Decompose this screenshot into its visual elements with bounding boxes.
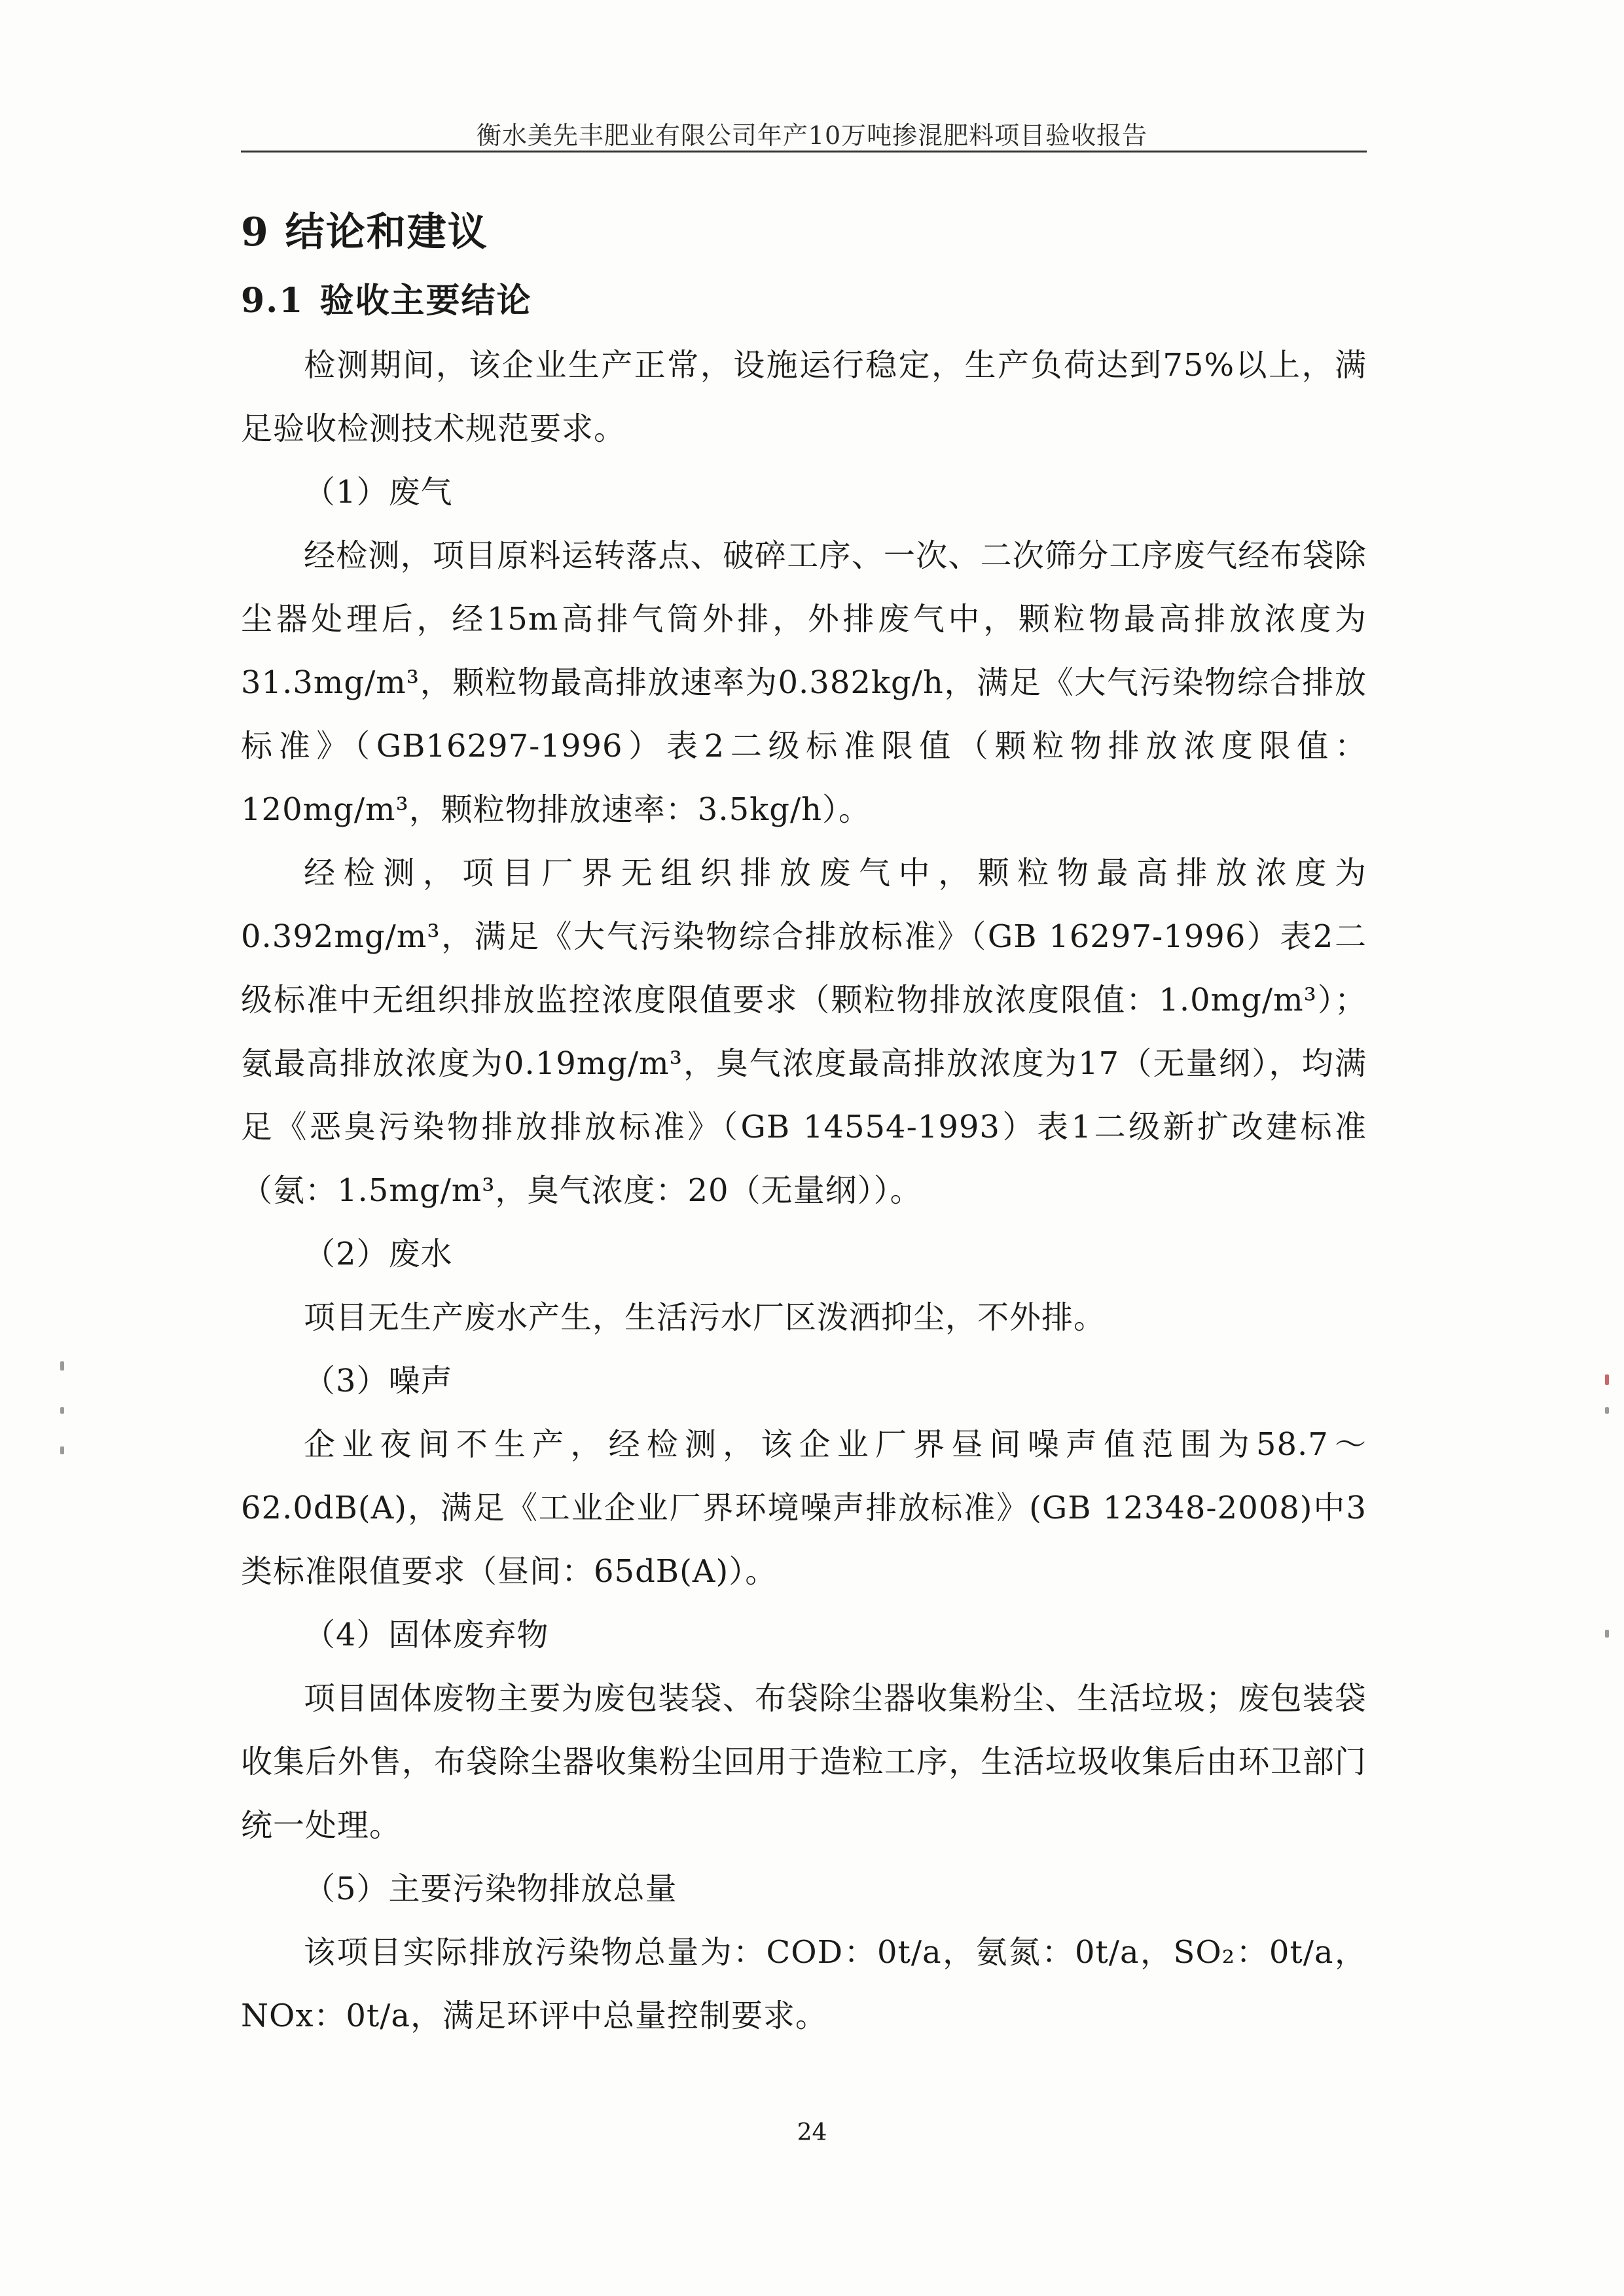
scan-artifact bbox=[1605, 1407, 1609, 1414]
paragraph-wastewater: 项目无生产废水产生，生活污水厂区泼洒抑尘，不外排。 bbox=[304, 1299, 1106, 1336]
paragraph-total-emissions: 该项目实际排放污染物总量为：COD：0t/a，氨氮：0t/a，SO₂：0t/a，NOx：0t/a，满足环评中总量控制要求。 bbox=[241, 1934, 1367, 2034]
scan-artifact bbox=[60, 1407, 64, 1414]
chapter-number: 9 bbox=[241, 209, 270, 255]
section-title: 验收主要结论 bbox=[319, 281, 532, 321]
page-number: 24 bbox=[797, 2119, 827, 2146]
paragraph-noise: 企业夜间不生产，经检测，该企业厂界昼间噪声值范围为58.7～62.0dB(A)，满足《工业企业厂界环境噪声排放标准》(GB 12348-2008)中3类标准限值要求（昼间：65dB(A)）。 bbox=[241, 1426, 1367, 1590]
scan-artifact bbox=[1605, 1630, 1609, 1638]
subheading-wastewater: （2）废水 bbox=[304, 1236, 453, 1272]
running-header: 衡水美先丰肥业有限公司年产10万吨掺混肥料项目验收报告 bbox=[476, 121, 1148, 150]
subheading-exhaust-gas: （1）废气 bbox=[304, 474, 453, 511]
paragraph-exhaust-stack: 经检测，项目原料运转落点、破碎工序、一次、二次筛分工序废气经布袋除尘器处理后，经15m高排气筒外排，外排废气中，颗粒物最高排放浓度为31.3mg/m³，颗粒物最高排放速率为0.382kg/h，满足《大气污染物综合排放标准》（GB16297-1996）表2二级标准限值（颗粒物排放浓度限值：120mg/m³，颗粒物排放速率：3.5kg/h）。 bbox=[241, 537, 1367, 828]
paragraph-intro: 检测期间，该企业生产正常，设施运行稳定，生产负荷达到75%以上，满足验收检测技术规范要求。 bbox=[241, 347, 1367, 447]
scan-artifact bbox=[60, 1446, 64, 1454]
header-rule bbox=[241, 151, 1367, 152]
paragraph-exhaust-fugitive: 经检测，项目厂界无组织排放废气中，颗粒物最高排放浓度为0.392mg/m³，满足《大气污染物综合排放标准》（GB 16297-1996）表2二级标准中无组织排放监控浓度限值要求（颗粒物排放浓度限值：1.0mg/m³）；氨最高排放浓度为0.19mg/m³，臭气浓度最高排放浓度为17（无量纲），均满足《恶臭污染物排放排放标准》（GB 14554-1993）表1二级新扩改建标准（氨：1.5mg/m³，臭气浓度：20（无量纲））。 bbox=[241, 855, 1367, 1209]
section-heading bbox=[241, 268, 1367, 334]
paragraph-solid-waste: 项目固体废物主要为废包装袋、布袋除尘器收集粉尘、生活垃圾；废包装袋收集后外售，布袋除尘器收集粉尘回用于造粒工序，生活垃圾收集后由环卫部门统一处理。 bbox=[241, 1680, 1367, 1844]
scan-artifact bbox=[1605, 1374, 1609, 1385]
subheading-total-emissions: （5）主要污染物排放总量 bbox=[304, 1871, 677, 1907]
chapter-title: 结论和建议 bbox=[285, 209, 488, 255]
scan-artifact bbox=[60, 1361, 64, 1371]
section-number: 9.1 bbox=[241, 281, 304, 321]
subheading-solid-waste: （4）固体废弃物 bbox=[304, 1617, 549, 1653]
page-content bbox=[241, 196, 1367, 2048]
subheading-noise: （3）噪声 bbox=[304, 1363, 453, 1399]
chapter-heading bbox=[241, 196, 1367, 268]
